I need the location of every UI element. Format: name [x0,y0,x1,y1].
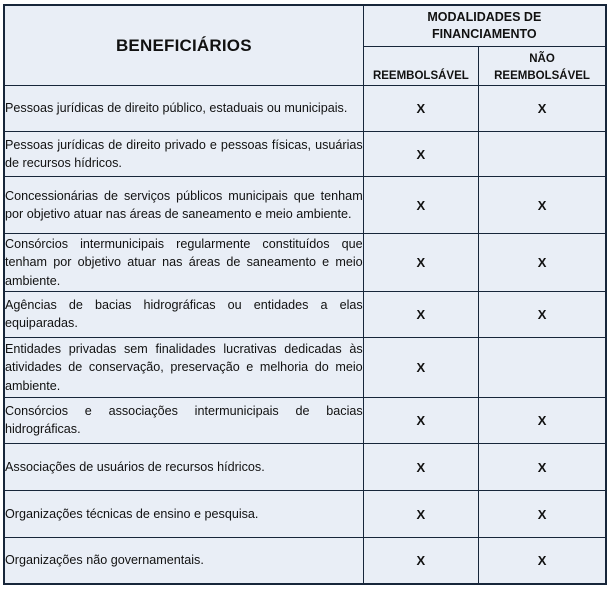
table-row [4,132,606,177]
beneficiary-cell: Associações de usuários de recursos hídricos. [4,444,363,491]
non-reimbursable-cell: X [479,234,606,291]
table-row [4,291,606,337]
non-reimbursable-cell [479,132,606,177]
non-reimbursable-header-line1: NÃO [529,53,555,65]
non-reimbursable-header-line2: REEMBOLSÁVEL [494,70,590,82]
modalities-header [363,5,606,47]
table-row [4,397,606,443]
beneficiary-cell: Concessionárias de serviços públicos municipais que tenham por objetivo atuar nas áreas de saneamento e meio ambiente. [4,177,363,234]
modalities-header-line1: MODALIDADES DE [427,10,542,24]
table-row [4,234,606,291]
beneficiary-cell: Consórcios e associações intermunicipais de bacias hidrográficas. [4,397,363,443]
financing-table [3,4,607,585]
beneficiary-cell: Pessoas jurídicas de direito privado e pessoas físicas, usuárias de recursos hídricos. [4,132,363,177]
non-reimbursable-cell: X [479,177,606,234]
reimbursable-cell: X [363,538,478,584]
beneficiary-cell: Organizações não governamentais. [4,538,363,584]
beneficiaries-header: BENEFICIÁRIOS [4,5,363,86]
non-reimbursable-header [479,47,606,86]
reimbursable-cell: X [363,177,478,234]
non-reimbursable-cell: X [479,86,606,132]
reimbursable-header-label: REEMBOLSÁVEL [372,70,469,82]
non-reimbursable-cell [479,337,606,397]
reimbursable-cell: X [363,491,478,538]
table-row [4,491,606,538]
non-reimbursable-cell: X [479,491,606,538]
table-row [4,177,606,234]
beneficiary-cell: Consórcios intermunicipais regularmente constituídos que tenham por objetivo atuar nas áreas de saneamento e meio ambiente. [4,234,363,291]
reimbursable-cell: X [363,86,478,132]
non-reimbursable-cell: X [479,538,606,584]
reimbursable-cell: X [363,337,478,397]
table-row [4,337,606,397]
beneficiary-cell: Entidades privadas sem finalidades lucrativas dedicadas às atividades de conservação, preservação e melhoria do meio ambiente. [4,337,363,397]
table-row [4,538,606,584]
non-reimbursable-cell: X [479,397,606,443]
beneficiary-cell: Pessoas jurídicas de direito público, estaduais ou municipais. [4,86,363,132]
reimbursable-cell: X [363,234,478,291]
modalities-header-line2: FINANCIAMENTO [432,27,537,41]
table-row [4,444,606,491]
non-reimbursable-cell: X [479,291,606,337]
reimbursable-header [363,47,478,86]
non-reimbursable-cell: X [479,444,606,491]
reimbursable-cell: X [363,132,478,177]
header-row-top [4,5,606,47]
table-row [4,86,606,132]
reimbursable-cell: X [363,397,478,443]
beneficiary-cell: Organizações técnicas de ensino e pesquisa. [4,491,363,538]
reimbursable-cell: X [363,291,478,337]
reimbursable-cell: X [363,444,478,491]
beneficiary-cell: Agências de bacias hidrográficas ou entidades a elas equiparadas. [4,291,363,337]
